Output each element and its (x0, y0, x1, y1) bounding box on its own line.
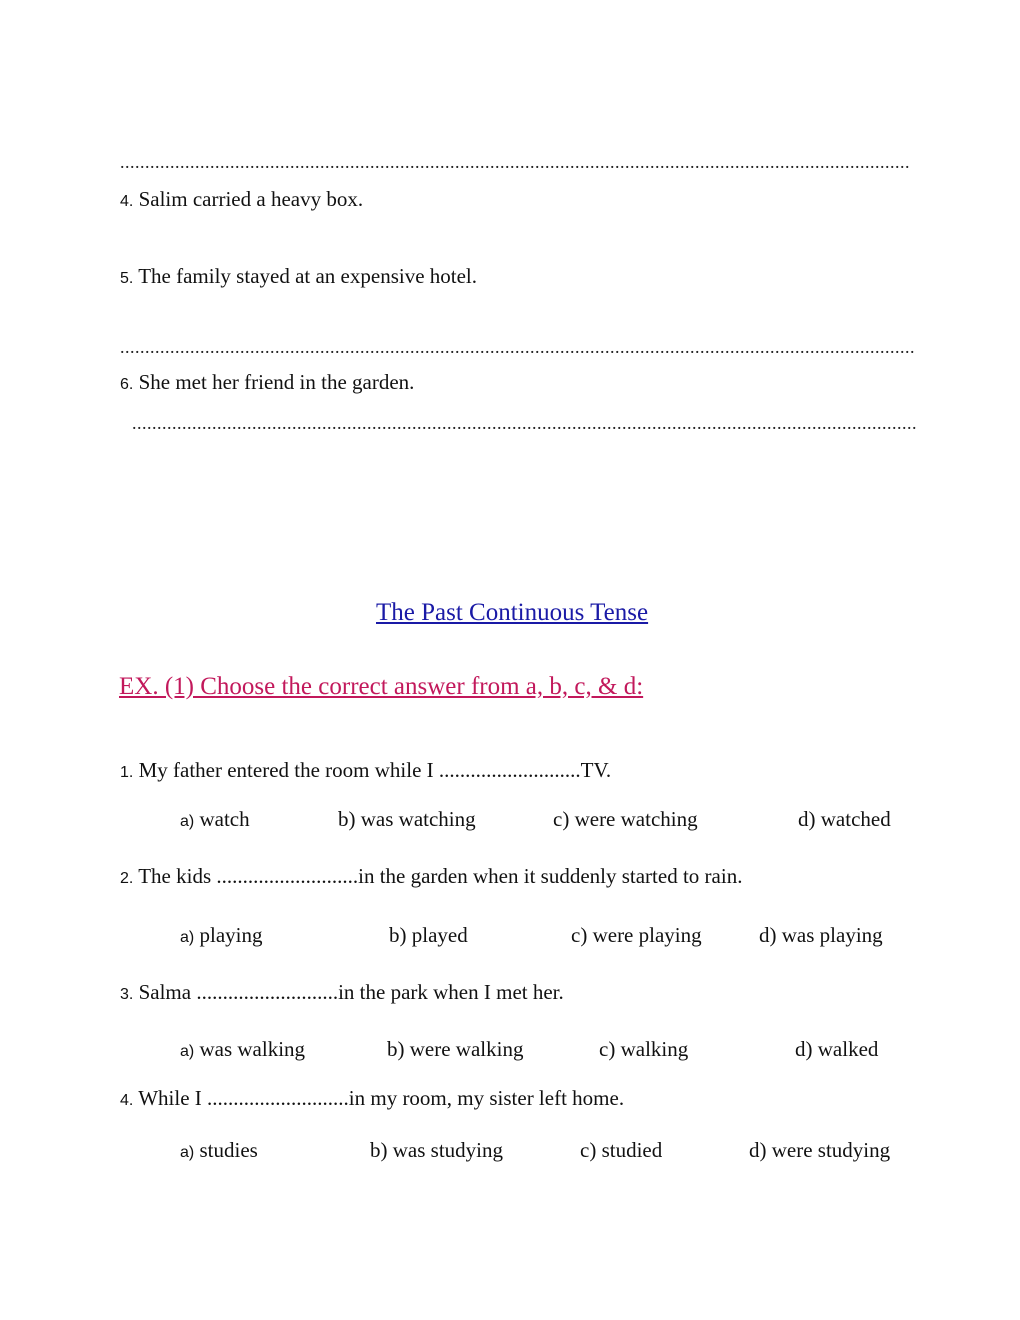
question-item (120, 982, 564, 1003)
option-a (180, 809, 250, 830)
option-d (798, 809, 891, 830)
option-b (387, 1039, 523, 1060)
option-text: were watching (574, 807, 698, 831)
sentence-number: 5. (120, 270, 134, 287)
question-text: My father entered the room while I ...........................TV. (138, 758, 612, 782)
option-b (338, 809, 476, 830)
answer-line: .............................................................................................................................................................. (120, 152, 910, 172)
option-text: watch (199, 807, 250, 831)
sentence-text: Salim carried a heavy box. (138, 187, 364, 211)
option-b (389, 925, 468, 946)
option-letter: c) (553, 807, 570, 831)
option-text: walked (817, 1037, 879, 1061)
question-item (120, 760, 611, 781)
option-text: were studying (771, 1138, 891, 1162)
exercise-heading: EX. (1) Choose the correct answer from a, b, c, & d: (119, 673, 644, 700)
option-c (571, 925, 702, 946)
sentence-item (120, 372, 414, 393)
question-text: While I ...........................in my room, my sister left home. (138, 1086, 625, 1110)
option-text: was studying (392, 1138, 503, 1162)
question-number: 1. (120, 764, 134, 781)
question-item (120, 1088, 624, 1109)
option-d (749, 1140, 890, 1161)
question-number: 4. (120, 1092, 134, 1109)
option-b (370, 1140, 503, 1161)
answer-line: ............................................................................................................................................................. (132, 413, 917, 433)
option-c (580, 1140, 662, 1161)
option-letter: c) (580, 1138, 597, 1162)
option-a (180, 925, 262, 946)
option-text: watched (820, 807, 891, 831)
option-c (553, 809, 698, 830)
option-letter: a) (180, 929, 195, 946)
option-letter: b) (387, 1037, 405, 1061)
question-text: The kids ...........................in the garden when it suddenly started to rain. (138, 864, 743, 888)
option-letter: d) (759, 923, 777, 947)
option-letter: b) (389, 923, 407, 947)
question-number: 3. (120, 986, 134, 1003)
sentence-item (120, 266, 477, 287)
question-item (120, 866, 742, 887)
section-title: The Past Continuous Tense (376, 599, 649, 626)
option-text: was watching (360, 807, 476, 831)
option-text: was playing (781, 923, 883, 947)
option-letter: d) (795, 1037, 813, 1061)
option-text: studies (199, 1138, 258, 1162)
sentence-number: 6. (120, 376, 134, 393)
option-letter: a) (180, 1043, 195, 1060)
option-text: played (411, 923, 468, 947)
option-letter: b) (370, 1138, 388, 1162)
option-text: was walking (199, 1037, 306, 1061)
option-letter: c) (571, 923, 588, 947)
option-letter: a) (180, 813, 195, 830)
option-d (759, 925, 883, 946)
option-letter: c) (599, 1037, 616, 1061)
question-number: 2. (120, 870, 134, 887)
option-text: walking (620, 1037, 689, 1061)
option-d (795, 1039, 878, 1060)
sentence-text: She met her friend in the garden. (138, 370, 415, 394)
option-letter: b) (338, 807, 356, 831)
option-letter: d) (749, 1138, 767, 1162)
option-letter: a) (180, 1144, 195, 1161)
sentence-item (120, 189, 363, 210)
option-text: playing (199, 923, 263, 947)
option-a (180, 1039, 305, 1060)
answer-line: ............................................................................................................................................................... (120, 337, 915, 357)
option-text: studied (601, 1138, 663, 1162)
sentence-text: The family stayed at an expensive hotel. (138, 264, 478, 288)
option-text: were walking (409, 1037, 524, 1061)
option-c (599, 1039, 688, 1060)
option-letter: d) (798, 807, 816, 831)
sentence-number: 4. (120, 193, 134, 210)
option-a (180, 1140, 258, 1161)
option-text: were playing (592, 923, 702, 947)
question-text: Salma ...........................in the park when I met her. (138, 980, 564, 1004)
